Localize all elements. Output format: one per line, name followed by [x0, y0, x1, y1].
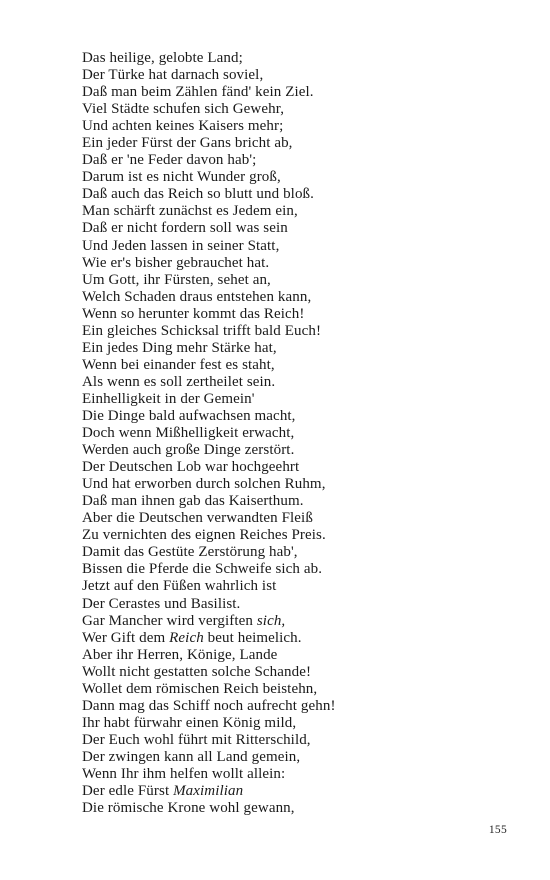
poem-line — [82, 544, 522, 561]
poem-line — [82, 203, 522, 220]
poem-line-text: Welch Schaden draus entstehen kann, — [82, 288, 312, 305]
poem-line-text: Wer Gift dem — [82, 629, 170, 646]
poem-line — [82, 101, 522, 118]
poem-line — [82, 408, 522, 425]
poem-line-text: Zu vernichten des eignen Reiches Preis. — [82, 527, 326, 544]
poem-line-text: Der Euch wohl führt mit Ritterschild, — [82, 731, 311, 748]
poem-line — [82, 664, 522, 681]
poem-line — [82, 783, 522, 800]
poem-line-text: Daß auch das Reich so blutt und bloß. — [82, 186, 314, 203]
poem-line-text: Wollt nicht gestatten solche Schande! — [82, 663, 312, 680]
poem-line-text: Bissen die Pferde die Schweife sich ab. — [82, 561, 323, 578]
poem-line — [82, 84, 522, 101]
poem-line-italic-text: Maximilian — [173, 783, 244, 800]
poem-line-text: Daß man beim Zählen fänd' kein Ziel. — [82, 84, 314, 101]
poem-line — [82, 442, 522, 459]
poem-line-text: Um Gott, ihr Fürsten, sehet an, — [82, 271, 271, 288]
poem-line-text: Ein jedes Ding mehr Stärke hat, — [82, 339, 277, 356]
poem-line — [82, 527, 522, 544]
poem-line — [82, 459, 522, 476]
poem-line — [82, 800, 522, 817]
poem-line-text: Ein jeder Fürst der Gans bricht ab, — [82, 135, 293, 152]
poem-line-text: Der Türke hat darnach soviel, — [82, 67, 264, 84]
poem-line-text: Wenn so herunter kommt das Reich! — [82, 305, 305, 322]
poem-line-text: Wollet dem römischen Reich beistehn, — [82, 680, 318, 697]
poem-line — [82, 152, 522, 169]
poem-line — [82, 732, 522, 749]
poem-line-text: Der edle Fürst — [82, 783, 174, 800]
poem-line — [82, 476, 522, 493]
poem-line-text: Doch wenn Mißhelligkeit erwacht, — [82, 425, 295, 442]
poem-line — [82, 749, 522, 766]
poem-line-text: Dann mag das Schiff noch aufrecht gehn! — [82, 697, 336, 714]
poem-line-text: Und hat erworben durch solchen Ruhm, — [82, 476, 326, 493]
poem-line-text: Gar Mancher wird vergiften — [82, 612, 257, 629]
poem-line-text: Werden auch große Dinge zerstört. — [82, 442, 295, 459]
poem-line — [82, 613, 522, 630]
poem-line-text: Jetzt auf den Füßen wahrlich ist — [82, 578, 277, 595]
poem-line — [82, 357, 522, 374]
poem-line-text: Die Dinge bald aufwachsen macht, — [82, 407, 296, 424]
poem-line-text: Der Cerastes und Basilist. — [82, 595, 241, 612]
poem-line — [82, 306, 522, 323]
poem-line — [82, 374, 522, 391]
poem-line-text: Daß er nicht fordern soll was sein — [82, 220, 288, 237]
poem-line — [82, 118, 522, 135]
poem-line-text: Daß man ihnen gab das Kaiserthum. — [82, 493, 304, 510]
poem-line-text: Aber die Deutschen verwandten Fleiß — [82, 510, 313, 527]
poem-line — [82, 67, 522, 84]
poem-line-text: Man schärft zunächst es Jedem ein, — [82, 203, 298, 220]
poem-line — [82, 391, 522, 408]
poem-line-text: Aber ihr Herren, Könige, Lande — [82, 646, 278, 663]
poem-line — [82, 135, 522, 152]
poem-line — [82, 255, 522, 272]
poem-line-text: Und Jeden lassen in seiner Statt, — [82, 237, 280, 254]
poem-line-italic-text: sich, — [256, 612, 286, 629]
poem-line — [82, 647, 522, 664]
poem-line — [82, 766, 522, 783]
poem-line — [82, 340, 522, 357]
poem-line-text: Ihr habt fürwahr einen König mild, — [82, 714, 297, 731]
poem-line — [82, 681, 522, 698]
poem-line — [82, 596, 522, 613]
poem-line-text: Wenn bei einander fest es staht, — [82, 356, 275, 373]
poem-line — [82, 323, 522, 340]
poem-line-text: Der Deutschen Lob war hochgeehrt — [82, 459, 300, 476]
poem-line-text: Und achten keines Kaisers mehr; — [82, 118, 284, 135]
poem-line-text: Wie er's bisher gebrauchet hat. — [82, 254, 270, 271]
poem-line-text: Als wenn es soll zertheilet sein. — [82, 373, 276, 390]
poem-line — [82, 630, 522, 647]
poem-line — [82, 186, 522, 203]
poem-line — [82, 510, 522, 527]
poem-line-text: Wenn Ihr ihm helfen wollt allein: — [82, 765, 286, 782]
poem-line-text: Der zwingen kann all Land gemein, — [82, 748, 301, 765]
poem-line — [82, 238, 522, 255]
poem-line-text: Viel Städte schufen sich Gewehr, — [82, 101, 285, 118]
poem-line — [82, 272, 522, 289]
poem-line-text: Das heilige, gelobte Land; — [82, 50, 243, 66]
poem-line — [82, 493, 522, 510]
poem-line — [82, 561, 522, 578]
poem-line — [82, 220, 522, 237]
poem-line — [82, 698, 522, 715]
poem-line — [82, 425, 522, 442]
page-number: 155 — [488, 824, 507, 836]
poem-line-text: Ein gleiches Schicksal trifft bald Euch! — [82, 322, 322, 339]
poem-line-italic-text: Reich — [169, 629, 204, 646]
poem-line-text: beut heimelich. — [203, 629, 302, 646]
poem-line-text: Darum ist es nicht Wunder groß, — [82, 169, 281, 186]
poem-line-text: Die römische Krone wohl gewann, — [82, 800, 295, 817]
poem-line-text: Damit das Gestüte Zerstörung hab', — [82, 544, 298, 561]
poem-line — [82, 50, 522, 67]
poem-line — [82, 715, 522, 732]
poem-line — [82, 289, 522, 306]
poem-text — [82, 50, 522, 817]
poem-line-text: Daß er 'ne Feder davon hab'; — [82, 152, 257, 169]
poem-line — [82, 169, 522, 186]
poem-line — [82, 578, 522, 595]
poem-line-text: Einhelligkeit in der Gemein' — [82, 390, 255, 407]
